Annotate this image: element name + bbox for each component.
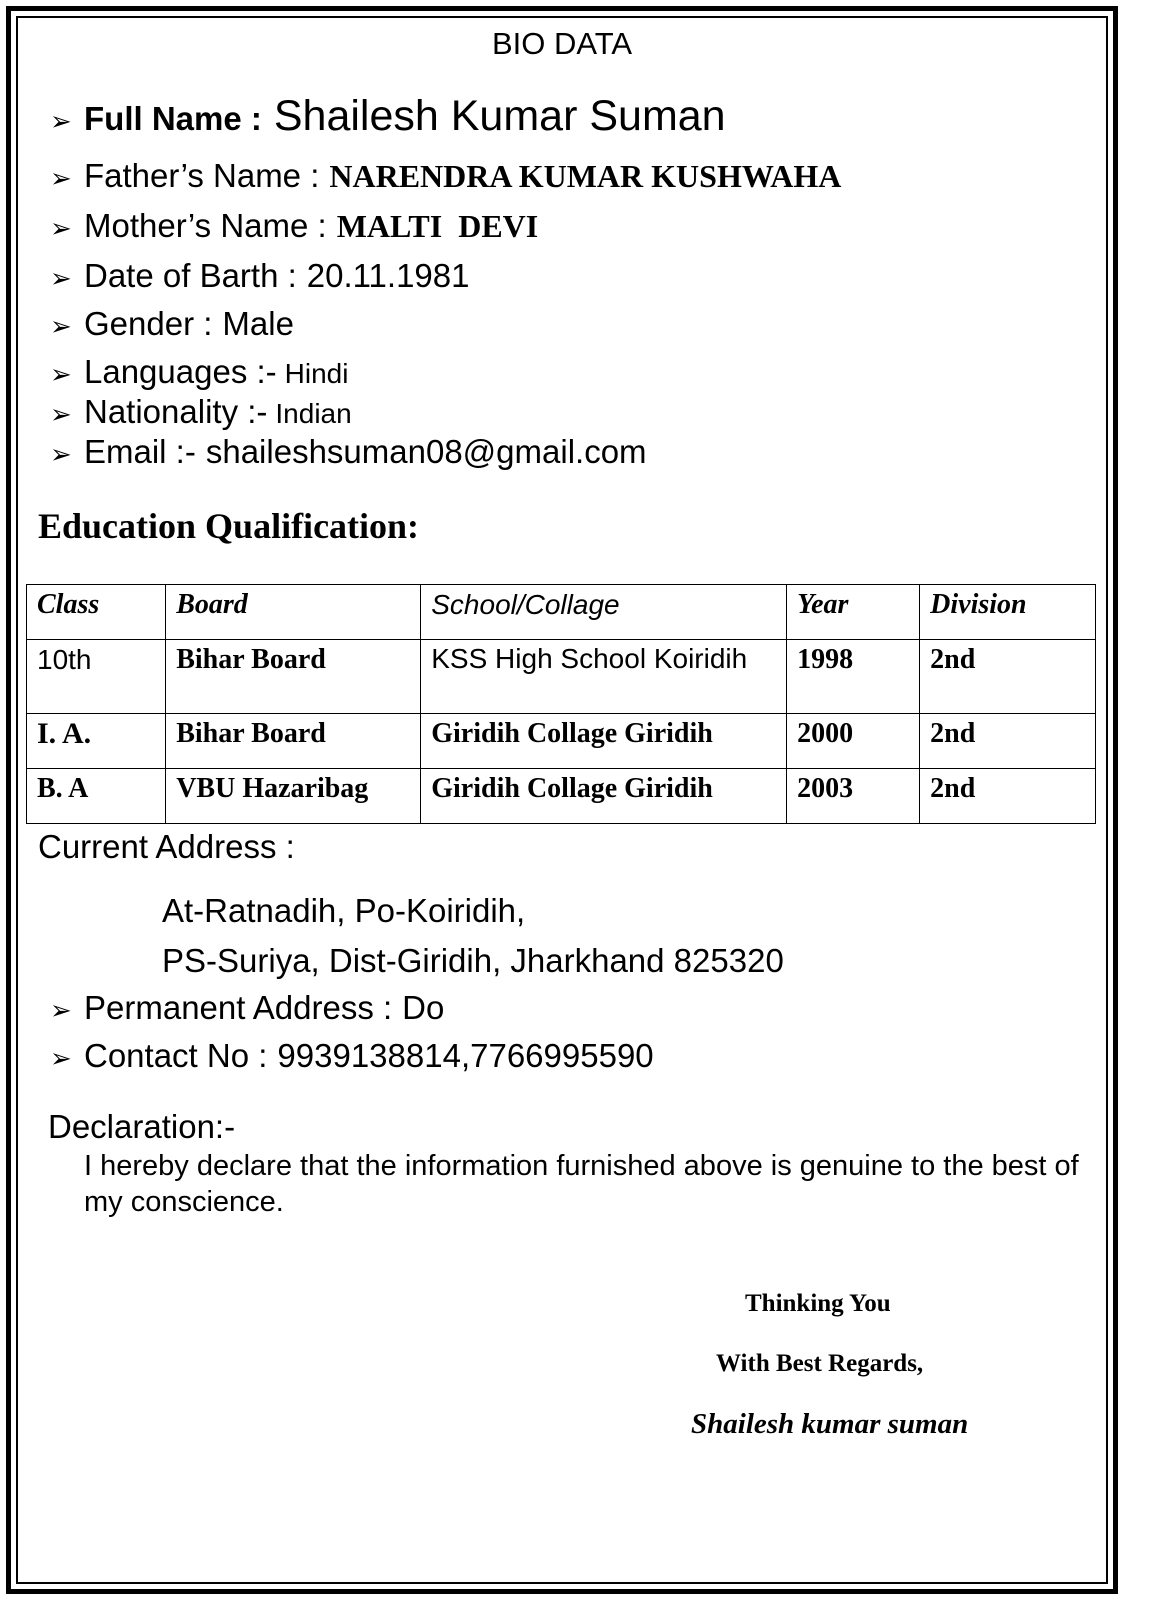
email-row — [50, 432, 647, 474]
gender-row — [50, 304, 294, 346]
full-name-label: Full Name : — [84, 100, 262, 137]
arrow-bullet-icon: ➢ — [50, 399, 72, 429]
cell-division: 2nd — [920, 769, 1096, 824]
mother-name-value: MALTI DEVI — [336, 208, 539, 244]
arrow-bullet-icon: ➢ — [50, 106, 72, 136]
contact-value: 9939138814,7766995590 — [277, 1037, 654, 1074]
languages-label: Languages :- — [84, 353, 277, 390]
cell-school: Giridih Collage Giridih — [421, 714, 787, 769]
cell-school: Giridih Collage Giridih — [421, 769, 787, 824]
table-row — [27, 640, 1096, 714]
education-table — [26, 584, 1096, 824]
languages-row — [50, 352, 348, 394]
permanent-address-row — [50, 988, 444, 1030]
languages-value: Hindi — [284, 358, 349, 389]
arrow-bullet-icon: ➢ — [50, 439, 72, 469]
contact-label: Contact No : — [84, 1037, 268, 1074]
closing-line-2: With Best Regards, — [716, 1350, 924, 1377]
father-name-label: Father’s Name : — [84, 157, 320, 194]
dob-label: Date of Barth : — [84, 257, 297, 294]
cell-board: Bihar Board — [166, 640, 421, 714]
table-header-row — [27, 585, 1096, 640]
arrow-bullet-icon: ➢ — [50, 1043, 72, 1073]
cell-year: 2000 — [787, 714, 920, 769]
arrow-bullet-icon: ➢ — [50, 163, 72, 193]
permanent-address-label: Permanent Address : — [84, 989, 393, 1026]
mother-name-label: Mother’s Name : — [84, 207, 327, 244]
full-name-row — [50, 92, 726, 141]
permanent-address-value: Do — [402, 989, 445, 1026]
current-address-label: Current Address : — [38, 828, 295, 865]
page-title: BIO DATA — [491, 26, 633, 61]
signature-name: Shailesh kumar suman — [691, 1408, 969, 1440]
gender-label: Gender : — [84, 305, 213, 342]
declaration-heading: Declaration:- — [48, 1108, 236, 1145]
address-line-1: At-Ratnadih, Po-Koiridih, — [162, 892, 526, 929]
arrow-bullet-icon: ➢ — [50, 995, 72, 1025]
column-header-year: Year — [787, 585, 920, 640]
arrow-bullet-icon: ➢ — [50, 213, 72, 243]
arrow-bullet-icon: ➢ — [50, 311, 72, 341]
cell-board: VBU Hazaribag — [166, 769, 421, 824]
father-name-value: NARENDRA KUMAR KUSHWAHA — [329, 158, 842, 194]
gender-value: Male — [222, 305, 294, 342]
arrow-bullet-icon: ➢ — [50, 359, 72, 389]
cell-class: 10th — [27, 640, 166, 714]
dob-row — [50, 256, 470, 298]
dob-value: 20.11.1981 — [306, 257, 470, 294]
education-heading: Education Qualification: — [38, 506, 420, 546]
cell-class: I. A. — [27, 714, 166, 769]
nationality-value: Indian — [275, 398, 352, 429]
cell-division: 2nd — [920, 714, 1096, 769]
column-header-school: School/Collage — [421, 585, 787, 640]
declaration-text: I hereby declare that the information furnished above is genuine to the best of my conscience. — [84, 1150, 1079, 1218]
closing-line-1: Thinking You — [745, 1290, 891, 1317]
column-header-class: Class — [27, 585, 166, 640]
email-label: Email :- — [84, 433, 196, 470]
table-row — [27, 714, 1096, 769]
full-name-value: Shailesh Kumar Suman — [273, 92, 726, 140]
cell-division: 2nd — [920, 640, 1096, 714]
arrow-bullet-icon: ➢ — [50, 263, 72, 293]
email-value: shaileshsuman08@gmail.com — [205, 433, 647, 470]
nationality-label: Nationality :- — [84, 393, 268, 430]
father-name-row — [50, 156, 841, 198]
column-header-division: Division — [920, 585, 1096, 640]
column-header-board: Board — [166, 585, 421, 640]
nationality-row — [50, 392, 352, 434]
cell-year: 2003 — [787, 769, 920, 824]
table-row — [27, 769, 1096, 824]
cell-school: KSS High School Koiridih — [421, 640, 787, 714]
cell-year: 1998 — [787, 640, 920, 714]
cell-board: Bihar Board — [166, 714, 421, 769]
mother-name-row — [50, 206, 538, 248]
address-line-2: PS-Suriya, Dist-Giridih, Jharkhand 825320 — [162, 942, 784, 979]
cell-class: B. A — [27, 769, 166, 824]
contact-row — [50, 1036, 654, 1078]
